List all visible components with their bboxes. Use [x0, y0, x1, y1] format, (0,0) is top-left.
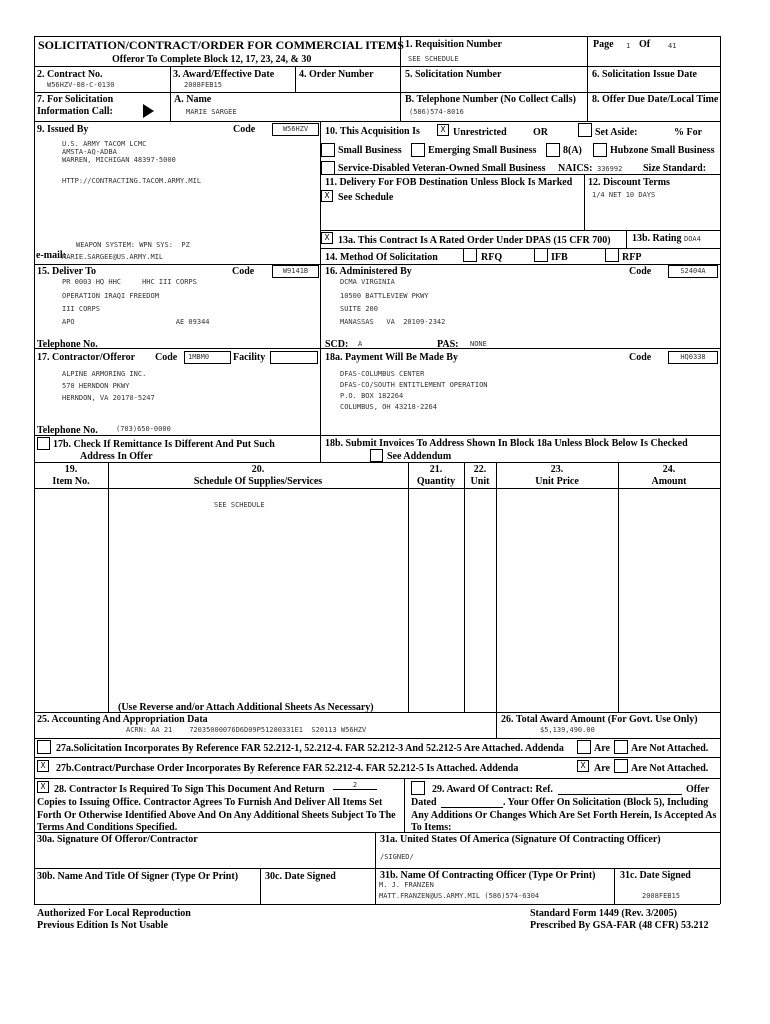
31b-label: 31b. Name Of Contracting Officer (Type Or Print) [380, 870, 596, 881]
29-checkbox[interactable] [411, 781, 425, 795]
col-schedule-num: 20. [251, 464, 265, 475]
payment-label: 18a. Payment Will Be Made By [325, 352, 458, 363]
payment-line-3: P.O. BOX 182264 [340, 392, 404, 400]
31b-name: M. J. FRANZEN [379, 881, 434, 889]
contract-label: 2. Contract No. [37, 69, 103, 80]
footer-right-1: Standard Form 1449 (Rev. 3/2005) [530, 908, 677, 919]
telephone-value: (586)574-8016 [409, 108, 464, 116]
27a-not-attached-checkbox[interactable] [614, 740, 628, 754]
payment-line-4: COLUMBUS, OH 43218-2264 [340, 403, 437, 411]
27b-checkbox[interactable]: X [37, 760, 49, 772]
size-standard-label: Size Standard: [643, 163, 707, 174]
29-dated-label: Dated [411, 797, 437, 808]
deliver-line-1: PR 0003 HQ HHC HHC III CORPS [62, 278, 197, 286]
31a-signed: /SIGNED/ [380, 853, 414, 861]
28-label-3: Forth Or Otherwise Identified Above And On Any Additional Sheets Subject To The [37, 810, 396, 821]
see-schedule-checkbox[interactable]: X [321, 190, 333, 202]
col-quantity-label: Quantity [416, 476, 456, 487]
27b-are-label: Are [594, 763, 610, 774]
page-number: 1 [626, 42, 631, 50]
col-schedule-label: Schedule Of Supplies/Services [193, 476, 323, 487]
total-amount-label: 26. Total Award Amount (For Govt. Use Only) [501, 714, 698, 725]
27b-are-checkbox[interactable]: X [577, 760, 589, 772]
offer-due-label: 8. Offer Due Date/Local Time [592, 94, 719, 105]
naics-label: NAICS: [558, 163, 593, 174]
col-price-label: Unit Price [535, 476, 579, 487]
29-label-3: Any Additions Or Changes Which Are Set Forth Herein, Is Accepted As [411, 810, 717, 821]
small-business-label: Small Business [338, 145, 402, 156]
pas-value: NONE [470, 340, 487, 348]
accounting-label: 25. Accounting And Appropriation Data [37, 714, 208, 725]
30a-label: 30a. Signature Of Offeror/Contractor [37, 834, 198, 845]
order-number-label: 4. Order Number [299, 69, 374, 80]
30c-label: 30c. Date Signed [265, 871, 336, 882]
29-dated-line [441, 807, 503, 808]
27a-checkbox[interactable] [37, 740, 51, 754]
27a-are-checkbox[interactable] [577, 740, 591, 754]
of-label: Of [639, 39, 651, 50]
27b-not-attached-label: Are Not Attached. [631, 763, 709, 774]
27a-not-attached-label: Are Not Attached. [631, 743, 709, 754]
footer-left-1: Authorized For Local Reproduction [37, 908, 191, 919]
unrestricted-checkbox[interactable]: X [437, 124, 449, 136]
remittance-label-1: 17b. Check If Remittance Is Different And Put Such [53, 439, 275, 450]
set-aside-checkbox[interactable] [578, 123, 592, 137]
30b-label: 30b. Name And Title Of Signer (Type Or Print) [37, 871, 239, 882]
scd-value: A [358, 340, 363, 348]
payment-code-value: HQ0338 [668, 351, 718, 364]
see-addendum-label: See Addendum [387, 451, 452, 462]
contractor-code-label: Code [155, 352, 178, 363]
payment-line-2: DFAS-CO/SOUTH ENTITLEMENT OPERATION [340, 381, 488, 389]
rated-order-checkbox[interactable]: X [321, 232, 333, 244]
email-value: MARIE.SARGEE@US.ARMY.MIL [62, 253, 164, 261]
27b-not-attached-checkbox[interactable] [614, 759, 628, 773]
col-unit-num: 22. [473, 464, 487, 475]
set-aside-label: Set Aside: [595, 127, 638, 138]
admin-line-1: DCMA VIRGINIA [340, 278, 395, 286]
col-item-num: 19. [64, 464, 78, 475]
31c-label: 31c. Date Signed [620, 870, 691, 881]
weapon-system: WEAPON SYSTEM: WPN SYS: PZ [76, 241, 190, 249]
contractor-code-value: 1MBM0 [184, 351, 231, 364]
form-title: SOLICITATION/CONTRACT/ORDER FOR COMMERCIAL ITEMS [38, 38, 404, 52]
remittance-label-2: Address In Offer [80, 451, 153, 462]
admin-code-value: S2404A [668, 265, 718, 278]
payment-code-label: Code [629, 352, 652, 363]
award-date-value: 2008FEB15 [184, 81, 222, 89]
contractor-label: 17. Contractor/Offeror [37, 352, 136, 363]
requisition-label: 1. Requisition Number [405, 39, 502, 50]
issued-code-label: Code [233, 124, 256, 135]
admin-code-label: Code [629, 266, 652, 277]
28-checkbox[interactable]: X [37, 781, 49, 793]
col-unit-label: Unit [470, 476, 490, 487]
sdvosb-checkbox[interactable] [321, 161, 335, 175]
issued-line-3: WARREN, MICHIGAN 48397-5000 [62, 156, 176, 164]
admin-line-3: SUITE 200 [340, 305, 378, 313]
contractor-telephone-label: Telephone No. [37, 425, 98, 436]
rfq-checkbox[interactable] [463, 248, 477, 262]
facility-value-box [270, 351, 318, 364]
form-subtitle: Offeror To Complete Block 12, 17, 23, 24, & 30 [112, 54, 312, 65]
issued-by-label: 9. Issued By [37, 124, 89, 135]
method-label: 14. Method Of Solicitation [325, 252, 438, 263]
small-business-checkbox[interactable] [321, 143, 335, 157]
28-label-1: 28. Contractor Is Required To Sign This Document And Return [54, 784, 325, 795]
deliver-telephone-label: Telephone No. [37, 339, 98, 350]
see-addendum-checkbox[interactable] [370, 449, 383, 462]
payment-line-1: DFAS-COLUMBUS CENTER [340, 370, 425, 378]
pas-label: PAS: [437, 339, 459, 350]
31c-date: 2008FEB15 [642, 892, 680, 900]
acquisition-label: 10. This Acquisition Is [325, 126, 420, 137]
arrow-right-icon [143, 104, 154, 118]
contractor-line-2: 570 HERNDON PKWY [62, 382, 130, 390]
contractor-line-3: HERNDON, VA 20170-5247 [62, 394, 155, 402]
info-call-label-1: 7. For Solicitation [37, 94, 114, 105]
29-label-4: To Items: [411, 822, 452, 833]
sdvosb-label: Service-Disabled Veteran-Owned Small Business [338, 163, 546, 174]
deliver-line-2: OPERATION IRAQI FREEDOM [62, 292, 159, 300]
eight-a-label: 8(A) [563, 145, 582, 156]
rated-order-label: 13a. This Contract Is A Rated Order Under DPAS (15 CFR 700) [338, 235, 611, 246]
footer-right-2: Prescribed By GSA-FAR (48 CFR) 53.212 [530, 920, 709, 931]
page-label: Page [593, 39, 614, 50]
hubzone-label: Hubzone Small Business [610, 145, 715, 156]
rating-label: 13b. Rating [632, 233, 682, 244]
or-label: OR [533, 127, 548, 138]
31a-label: 31a. United States Of America (Signature Of Contracting Officer) [380, 834, 661, 845]
percent-for-label: % For [674, 127, 703, 138]
28-copies-value: 2 [333, 781, 377, 790]
facility-label: Facility [233, 352, 266, 363]
discount-value: 1/4 NET 10 DAYS [592, 191, 656, 199]
29-label-1: 29. Award Of Contract: Ref. [432, 784, 553, 795]
rfp-label: RFP [622, 252, 642, 263]
rfp-checkbox[interactable] [605, 248, 619, 262]
contractor-telephone-value: (703)650-0000 [116, 425, 171, 433]
invoice-label: 18b. Submit Invoices To Address Shown In Block 18a Unless Block Below Is Checked [325, 438, 688, 449]
hubzone-checkbox[interactable] [593, 143, 607, 157]
name-label: A. Name [174, 94, 212, 105]
issued-line-2: AMSTA-AQ-ADBA [62, 148, 117, 156]
scd-label: SCD: [325, 339, 349, 350]
deliver-line-3: III CORPS [62, 305, 100, 313]
27a-label: 27a.Solicitation Incorporates By Reference FAR 52.212-1, 52.212-4. FAR 52.212-3 And 52.212-5 Are Attached. Addenda [56, 743, 564, 754]
28-label-2: Copies to Issuing Office. Contractor Agrees To Furnish And Deliver All Items Set [37, 797, 383, 808]
discount-label: 12. Discount Terms [588, 177, 670, 188]
29-label-2: . Your Offer On Solicitation (Block 5), Including [503, 797, 709, 808]
27a-are-label: Are [594, 743, 610, 754]
deliver-to-label: 15. Deliver To [37, 266, 96, 277]
info-call-label-2: Information Call: [37, 106, 113, 117]
col-amount-num: 24. [662, 464, 676, 475]
col-quantity-num: 21. [429, 464, 443, 475]
page-total: 41 [668, 42, 677, 50]
ifb-checkbox[interactable] [534, 248, 548, 262]
admin-line-2: 10500 BATTLEVIEW PKWY [340, 292, 429, 300]
admin-line-4: MANASSAS VA 20109-2342 [340, 318, 446, 326]
col-item-label: Item No. [52, 476, 90, 487]
naics-value: 336992 [597, 165, 623, 173]
accounting-value: ACRN: AA 21 72035000076D6D09P51200331E1 S20113 W56HZV [126, 726, 367, 734]
delivery-label: 11. Delivery For FOB Destination Unless Block Is Marked [325, 177, 573, 188]
footer-left-2: Previous Edition Is Not Usable [37, 920, 168, 931]
rating-value: DOA4 [684, 235, 701, 243]
administered-label: 16. Administered By [325, 266, 412, 277]
schedule-text: SEE SCHEDULE [214, 501, 265, 509]
requisition-value: SEE SCHEDULE [408, 55, 459, 63]
reverse-note: (Use Reverse and/or Attach Additional Sheets As Necessary) [118, 702, 374, 713]
telephone-label: B. Telephone Number (No Collect Calls) [405, 94, 576, 105]
solicitation-number-label: 5. Solicitation Number [405, 69, 502, 80]
name-value: MARIE SARGEE [186, 108, 237, 116]
emerging-checkbox[interactable] [411, 143, 425, 157]
emerging-label: Emerging Small Business [428, 145, 537, 156]
29-ref-line [558, 794, 682, 795]
deliver-line-4: APO AE 09344 [62, 318, 210, 326]
remittance-checkbox[interactable] [37, 437, 50, 450]
col-price-num: 23. [550, 464, 564, 475]
unrestricted-label: Unrestricted [453, 127, 507, 138]
solicitation-date-label: 6. Solicitation Issue Date [592, 69, 697, 80]
deliver-code-value: W9141B [272, 265, 319, 278]
contractor-line-1: ALPINE ARMORING INC. [62, 370, 147, 378]
email-label: e-mail: [36, 250, 66, 261]
award-date-label: 3. Award/Effective Date [173, 69, 275, 80]
29-offer-label: Offer [686, 784, 710, 795]
ifb-label: IFB [551, 252, 568, 263]
col-amount-label: Amount [651, 476, 687, 487]
27b-label: 27b.Contract/Purchase Order Incorporates By Reference FAR 52.212-4. FAR 52.212-5 Is Attached. Addenda [56, 763, 519, 774]
rfq-label: RFQ [481, 252, 503, 263]
contract-value: W56HZV-08-C-0130 [47, 81, 115, 89]
total-amount-value: $5,139,490.00 [540, 726, 595, 734]
deliver-code-label: Code [232, 266, 255, 277]
see-schedule-label: See Schedule [338, 192, 394, 203]
issued-url: HTTP://CONTRACTING.TACOM.ARMY.MIL [62, 177, 202, 185]
31b-contact: MATT.FRANZEN@US.ARMY.MIL (586)574-6304 [379, 892, 540, 900]
28-label-4: Terms And Conditions Specified. [37, 822, 178, 833]
eight-a-checkbox[interactable] [546, 143, 560, 157]
issued-line-1: U.S. ARMY TACOM LCMC [62, 140, 147, 148]
issued-code-value: W56HZV [272, 123, 319, 136]
